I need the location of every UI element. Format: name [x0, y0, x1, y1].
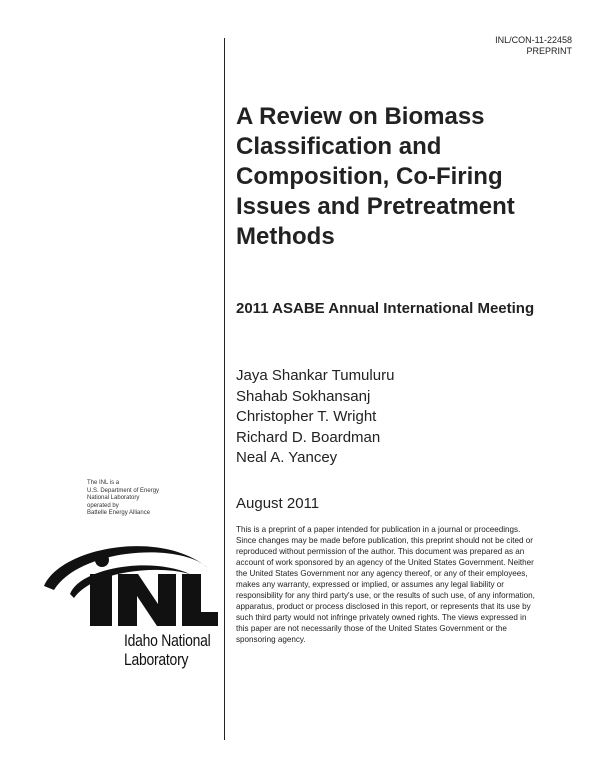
author-name: Shahab Sokhansanj [236, 387, 371, 405]
operator-line: The INL is a [87, 480, 120, 486]
report-id-block [495, 35, 572, 57]
logo-letter-n-icon [118, 574, 176, 626]
author-name: Neal A. Yancey [236, 449, 338, 466]
logo-letter-l-icon [182, 574, 218, 626]
author-list [236, 366, 394, 469]
author-name: Christopher T. Wright [236, 408, 377, 425]
report-number: INL/CON-11-22458 [495, 35, 572, 45]
logo-name-line1: Idaho National [124, 631, 211, 650]
vertical-divider [224, 38, 225, 740]
disclaimer-text: This is a preprint of a paper intended for publication in a journal or proceedings. Since changes may be made before publication, this preprint should not be cited or reproduced without permission of the author. This document was prepared as an account of work sponsored by an agency of the United States Government. Neither the United States Government nor any agency thereof, or any of their employees, makes any warranty, expressed or implied, or assumes any legal liability or responsibility for any third party's use, or the results of such use, of any information, apparatus, product or process disclosed in this report, or represents that its use by such third party would not infringe privately owned rights. The views expressed in this paper are not necessarily those of the United States Government or the sponsoring agency. [236, 525, 535, 644]
logo-letter-i-icon [90, 574, 112, 626]
operator-line: National Laboratory [87, 495, 140, 501]
operator-line: operated by [87, 502, 119, 509]
operator-note [87, 480, 159, 518]
author-name: Richard D. Boardman [236, 428, 381, 446]
publication-date: August 2011 [236, 495, 320, 512]
inl-logo [40, 528, 220, 688]
document-title: A Review on Biomass Classification and Composition, Co-Firing Issues and Pretreatment Methods [236, 103, 515, 250]
report-type: PREPRINT [526, 46, 572, 56]
operator-line: Battelle Energy Alliance [87, 510, 151, 516]
logo-dot-icon [95, 553, 109, 567]
author-name: Jaya Shankar Tumuluru [236, 367, 395, 384]
operator-line: U.S. Department of Energy [87, 487, 160, 494]
logo-name-line2: Laboratory [124, 650, 189, 669]
meeting-name: 2011 ASABE Annual International Meeting [236, 300, 535, 317]
